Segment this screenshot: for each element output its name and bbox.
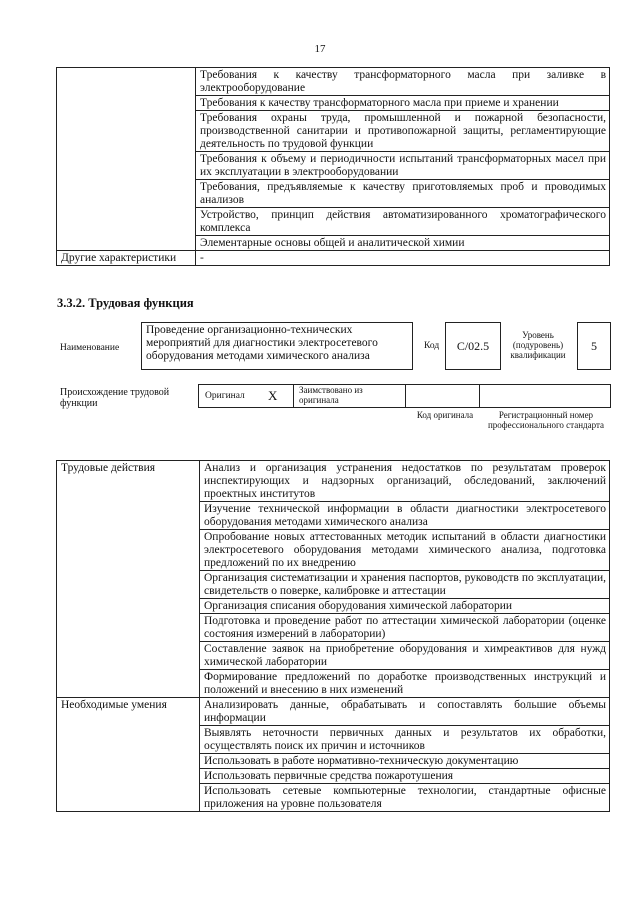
table-cell: Выявлять неточности первичных данных и результатов их обработки, осуществлять поиск их причин и источников <box>200 726 610 754</box>
table-cell: Формирование предложений по доработке производственных инструкций и положений и внесению в них изменений <box>200 670 610 698</box>
table-row <box>57 461 610 502</box>
name-label: Наименование <box>60 343 120 353</box>
table-cell: Требования к качеству трансформаторного масла при заливке в электрооборудование <box>196 68 610 96</box>
table-cell: Требования, предъявляемые к качеству приготовляемых проб и проводимых анализов <box>196 180 610 208</box>
table-cell: Использовать в работе нормативно-техническую документацию <box>200 754 610 769</box>
table-row <box>57 251 610 266</box>
table-cell: Изучение технической информации в области диагностики электросетевого оборудования методами химического анализа <box>200 502 610 530</box>
code-label: Код <box>424 341 440 351</box>
table-cell: Организация систематизации и хранения паспортов, руководств по эксплуатации, свидетельств о поверке, калибровке и аттестации <box>200 571 610 599</box>
table-cell: Требования к объему и периодичности испытаний трансформаторных масел при их эксплуатации в электрооборудовании <box>196 152 610 180</box>
table-cell: Подготовка и проведение работ по аттестации химической лаборатории (оценке состояния измерений в лаборатории) <box>200 614 610 642</box>
page-number: 17 <box>314 43 326 55</box>
table-cell: Устройство, принцип действия автоматизированного хроматографического комплекса <box>196 208 610 236</box>
code-original-cell <box>405 384 480 408</box>
row-label: Необходимые умения <box>57 698 200 812</box>
borrowed-label: Заимствовано из оригинала <box>299 385 363 405</box>
function-name-box: Проведение организационно-технических мероприятий для диагностики электросетевого оборудования методами химического анализа <box>141 322 413 370</box>
table-cell: Требования охраны труда, промышленной и пожарной безопасности, производственной санитарии и противопожарной защиты, регламентирующие деятельность по трудовой функции <box>196 111 610 152</box>
section-heading: 3.3.2. Трудовая функция <box>57 296 194 310</box>
table-cell: Использовать сетевые компьютерные технологии, стандартные офисные приложения на уровне пользователя <box>200 784 610 812</box>
reg-number-caption: Регистрационный номер профессионального стандарта <box>487 410 605 430</box>
table-row <box>57 68 610 96</box>
table-cell: Анализировать данные, обрабатывать и сопоставлять большие объемы информации <box>200 698 610 726</box>
code-value-box: С/02.5 <box>445 322 501 370</box>
original-mark: Х <box>268 388 278 403</box>
table-cell: Использовать первичные средства пожаротушения <box>200 769 610 784</box>
table-cell: Анализ и организация устранения недостатков по результатам проверок инспектирующих и надзорных организаций, обследований, заключений проектных институтов <box>200 461 610 502</box>
row-label: Другие характеристики <box>57 251 196 266</box>
table-cell: Элементарные основы общей и аналитической химии <box>196 236 610 251</box>
code-original-caption: Код оригинала <box>416 410 474 420</box>
origin-label: Происхождение трудовой функции <box>60 387 170 409</box>
labor-actions-table <box>56 460 610 812</box>
table-cell: Требования к качеству трансформаторного масла при приеме и хранении <box>196 96 610 111</box>
table-cell: Организация списания оборудования химической лаборатории <box>200 599 610 614</box>
row-label: Трудовые действия <box>57 461 200 698</box>
table-cell: - <box>196 251 610 266</box>
original-label: Оригинал <box>205 391 245 401</box>
table-cell: Опробование новых аттестованных методик испытаний в области диагностики электросетевого оборудования методами химического анализа, подготовка предложений по их внедрению <box>200 530 610 571</box>
table-cell: Составление заявок на приобретение оборудования и химреактивов для нужд химической лаборатории <box>200 642 610 670</box>
level-label: Уровень (подуровень) квалификации <box>510 330 566 360</box>
table-row <box>57 698 610 726</box>
knowledge-table <box>56 67 610 266</box>
row-label <box>57 68 196 251</box>
level-value-box: 5 <box>577 322 611 370</box>
